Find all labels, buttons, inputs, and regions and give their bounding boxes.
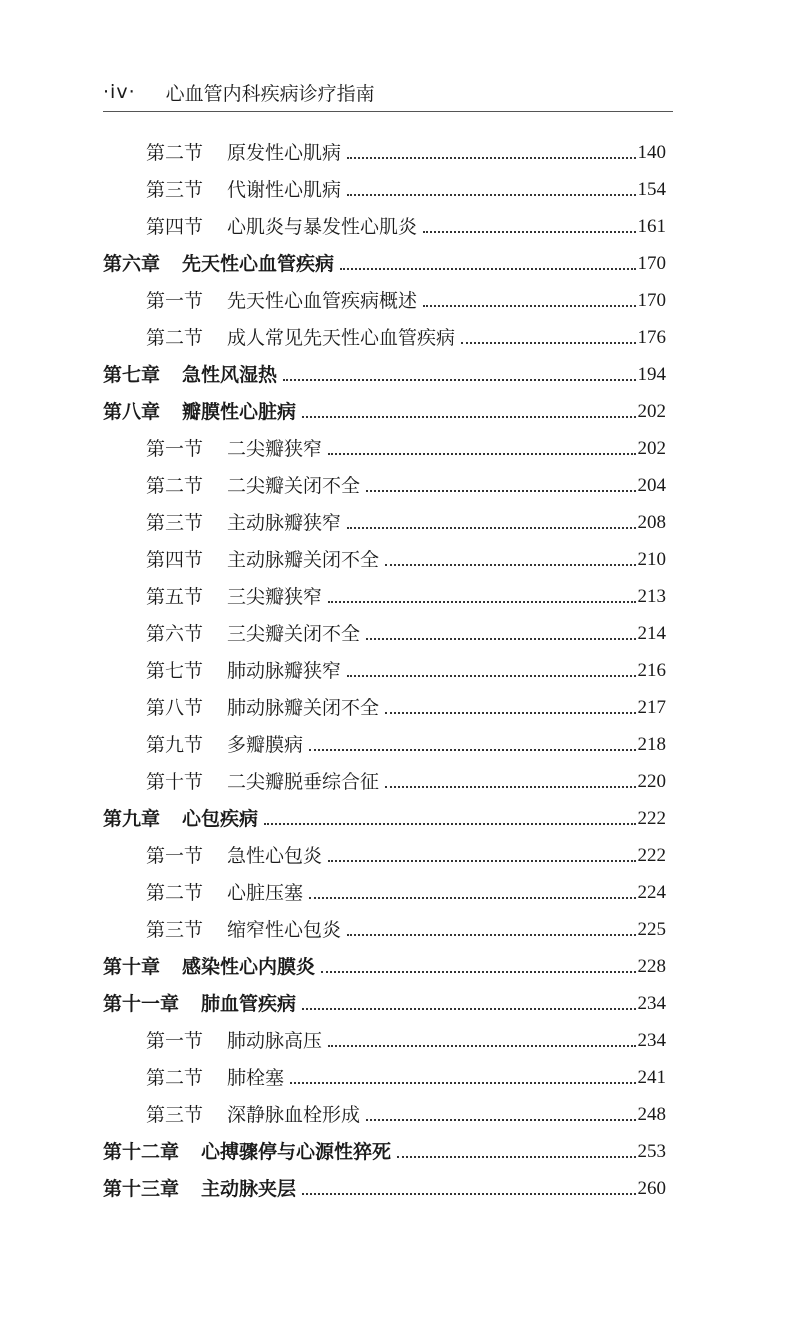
toc-section-entry xyxy=(146,767,666,797)
toc-entry-title: 先天性心血管疾病 xyxy=(182,253,335,275)
toc-chapter-entry xyxy=(103,1174,666,1204)
toc-chapter-entry xyxy=(103,804,666,834)
toc-entry-page: 213 xyxy=(637,586,666,607)
toc-section-entry xyxy=(146,434,666,464)
toc-leader-dots xyxy=(347,934,635,936)
toc-leader-dots xyxy=(328,860,635,862)
toc-entry-number: 第六节 xyxy=(146,623,204,645)
header-rule xyxy=(103,111,673,112)
toc-leader-dots xyxy=(366,638,635,640)
toc-entry-number: 第三节 xyxy=(146,1104,204,1126)
toc-entry-title: 三尖瓣狭窄 xyxy=(227,586,323,608)
toc-entry-number: 第九章 xyxy=(103,808,161,830)
toc-entry-title: 急性风湿热 xyxy=(182,364,278,386)
toc-entry-title: 瓣膜性心脏病 xyxy=(182,401,297,423)
toc-entry-number: 第一节 xyxy=(146,845,204,867)
toc-section-entry xyxy=(146,175,666,205)
toc-entry-page: 224 xyxy=(637,882,666,903)
toc-section-entry xyxy=(146,471,666,501)
toc-entry-number: 第三节 xyxy=(146,919,204,941)
toc-chapter-entry xyxy=(103,249,666,279)
toc-entry-number: 第十二章 xyxy=(103,1141,180,1163)
toc-entry-title: 二尖瓣关闭不全 xyxy=(227,475,361,497)
toc-entry-title: 肺动脉瓣狭窄 xyxy=(227,660,342,682)
toc-leader-dots xyxy=(264,823,635,825)
toc-section-entry xyxy=(146,323,666,353)
toc-entry-page: 202 xyxy=(637,401,666,422)
toc-entry-page: 216 xyxy=(637,660,666,681)
toc-entry-page: 214 xyxy=(637,623,666,644)
toc-entry-title: 肺动脉瓣关闭不全 xyxy=(227,697,380,719)
book-title: 心血管内科疾病诊疗指南 xyxy=(165,82,375,105)
toc-entry-number: 第七章 xyxy=(103,364,161,386)
toc-chapter-entry xyxy=(103,360,666,390)
toc-section-entry xyxy=(146,915,666,945)
toc-section-entry xyxy=(146,545,666,575)
toc-entry-page: 204 xyxy=(637,475,666,496)
toc-entry-title: 心肌炎与暴发性心肌炎 xyxy=(227,216,418,238)
toc-entry-number: 第五节 xyxy=(146,586,204,608)
toc-entry-title: 成人常见先天性心血管疾病 xyxy=(227,327,456,349)
toc-section-entry xyxy=(146,212,666,242)
toc-leader-dots xyxy=(347,157,635,159)
toc-entry-number: 第二节 xyxy=(146,1067,204,1089)
toc-entry-page: 194 xyxy=(637,364,666,385)
toc-chapter-entry xyxy=(103,397,666,427)
toc-leader-dots xyxy=(423,231,635,233)
toc-leader-dots xyxy=(347,675,635,677)
toc-entry-page: 222 xyxy=(637,808,666,829)
toc-entry-page: 210 xyxy=(637,549,666,570)
toc-leader-dots xyxy=(328,1045,635,1047)
toc-leader-dots xyxy=(397,1156,635,1158)
toc-entry-number: 第八章 xyxy=(103,401,161,423)
toc-entry-number: 第四节 xyxy=(146,549,204,571)
toc-leader-dots xyxy=(366,1119,635,1121)
toc-entry-page: 225 xyxy=(637,919,666,940)
toc-entry-page: 154 xyxy=(637,179,666,200)
page-number: ·iv· xyxy=(103,81,136,103)
toc-leader-dots xyxy=(309,749,635,751)
toc-entry-title: 主动脉夹层 xyxy=(201,1178,297,1200)
toc-entry-page: 161 xyxy=(637,216,666,237)
toc-section-entry xyxy=(146,619,666,649)
toc-entry-page: 241 xyxy=(637,1067,666,1088)
toc-section-entry xyxy=(146,878,666,908)
toc-entry-title: 心包疾病 xyxy=(182,808,259,830)
toc-leader-dots xyxy=(328,601,635,603)
toc-entry-title: 心脏压塞 xyxy=(227,882,304,904)
toc-entry-title: 肺血管疾病 xyxy=(201,993,297,1015)
toc-section-entry xyxy=(146,841,666,871)
toc-section-entry xyxy=(146,656,666,686)
toc-leader-dots xyxy=(302,1193,635,1195)
toc-entry-page: 208 xyxy=(637,512,666,533)
toc-entry-number: 第一节 xyxy=(146,438,204,460)
toc-entry-title: 代谢性心肌病 xyxy=(227,179,342,201)
toc-leader-dots xyxy=(347,194,635,196)
toc-leader-dots xyxy=(423,305,635,307)
toc-leader-dots xyxy=(309,897,635,899)
toc-entry-number: 第八节 xyxy=(146,697,204,719)
toc-chapter-entry xyxy=(103,952,666,982)
toc-entry-number: 第三节 xyxy=(146,179,204,201)
toc-entry-number: 第二节 xyxy=(146,882,204,904)
toc-entry-number: 第十三章 xyxy=(103,1178,180,1200)
toc-chapter-entry xyxy=(103,989,666,1019)
toc-entry-number: 第二节 xyxy=(146,475,204,497)
toc-entry-number: 第十章 xyxy=(103,956,161,978)
toc-entry-page: 217 xyxy=(637,697,666,718)
toc-entry-page: 220 xyxy=(637,771,666,792)
toc-entry-title: 缩窄性心包炎 xyxy=(227,919,342,941)
toc-entry-number: 第六章 xyxy=(103,253,161,275)
toc-leader-dots xyxy=(302,1008,635,1010)
toc-section-entry xyxy=(146,1026,666,1056)
toc-section-entry xyxy=(146,693,666,723)
toc-entry-title: 感染性心内膜炎 xyxy=(182,956,316,978)
toc-entry-title: 肺栓塞 xyxy=(227,1067,285,1089)
toc-entry-title: 深静脉血栓形成 xyxy=(227,1104,361,1126)
toc-entry-page: 202 xyxy=(637,438,666,459)
toc-chapter-entry xyxy=(103,1137,666,1167)
toc-entry-page: 218 xyxy=(637,734,666,755)
toc-entry-number: 第二节 xyxy=(146,142,204,164)
toc-entry-title: 肺动脉高压 xyxy=(227,1030,323,1052)
toc-leader-dots xyxy=(302,416,635,418)
toc-entry-title: 主动脉瓣狭窄 xyxy=(227,512,342,534)
toc-section-entry xyxy=(146,1100,666,1130)
toc-entry-page: 234 xyxy=(637,993,666,1014)
toc-entry-page: 222 xyxy=(637,845,666,866)
toc-entry-title: 心搏骤停与心源性猝死 xyxy=(201,1141,392,1163)
toc-leader-dots xyxy=(283,379,635,381)
toc-entry-number: 第一节 xyxy=(146,1030,204,1052)
toc-entry-title: 二尖瓣狭窄 xyxy=(227,438,323,460)
toc-section-entry xyxy=(146,508,666,538)
toc-section-entry xyxy=(146,1063,666,1093)
toc-leader-dots xyxy=(321,971,635,973)
toc-entry-title: 多瓣膜病 xyxy=(227,734,304,756)
toc-leader-dots xyxy=(328,453,635,455)
toc-entry-number: 第一节 xyxy=(146,290,204,312)
toc-leader-dots xyxy=(340,268,635,270)
toc-entry-title: 先天性心血管疾病概述 xyxy=(227,290,418,312)
toc-entry-page: 170 xyxy=(637,290,666,311)
toc-entry-number: 第九节 xyxy=(146,734,204,756)
toc-entry-page: 170 xyxy=(637,253,666,274)
toc-leader-dots xyxy=(347,527,635,529)
toc-leader-dots xyxy=(366,490,635,492)
toc-entry-number: 第四节 xyxy=(146,216,204,238)
toc-entry-number: 第二节 xyxy=(146,327,204,349)
toc-leader-dots xyxy=(385,786,635,788)
toc-leader-dots xyxy=(385,564,635,566)
toc-leader-dots xyxy=(290,1082,635,1084)
toc-section-entry xyxy=(146,286,666,316)
running-header xyxy=(103,79,673,105)
toc-entry-title: 急性心包炎 xyxy=(227,845,323,867)
toc-entry-page: 248 xyxy=(637,1104,666,1125)
toc-entry-title: 三尖瓣关闭不全 xyxy=(227,623,361,645)
toc-entry-page: 140 xyxy=(637,142,666,163)
toc-entry-title: 原发性心肌病 xyxy=(227,142,342,164)
toc-leader-dots xyxy=(461,342,635,344)
toc-entry-title: 二尖瓣脱垂综合征 xyxy=(227,771,380,793)
toc-entry-number: 第七节 xyxy=(146,660,204,682)
toc-section-entry xyxy=(146,138,666,168)
toc-section-entry xyxy=(146,730,666,760)
toc-entry-title: 主动脉瓣关闭不全 xyxy=(227,549,380,571)
toc-entry-page: 260 xyxy=(637,1178,666,1199)
toc-entry-number: 第三节 xyxy=(146,512,204,534)
toc-entry-number: 第十一章 xyxy=(103,993,180,1015)
toc-entry-page: 234 xyxy=(637,1030,666,1051)
toc-entry-number: 第十节 xyxy=(146,771,204,793)
toc-entry-page: 228 xyxy=(637,956,666,977)
toc-leader-dots xyxy=(385,712,635,714)
toc-entry-page: 176 xyxy=(637,327,666,348)
toc-entry-page: 253 xyxy=(637,1141,666,1162)
toc-section-entry xyxy=(146,582,666,612)
